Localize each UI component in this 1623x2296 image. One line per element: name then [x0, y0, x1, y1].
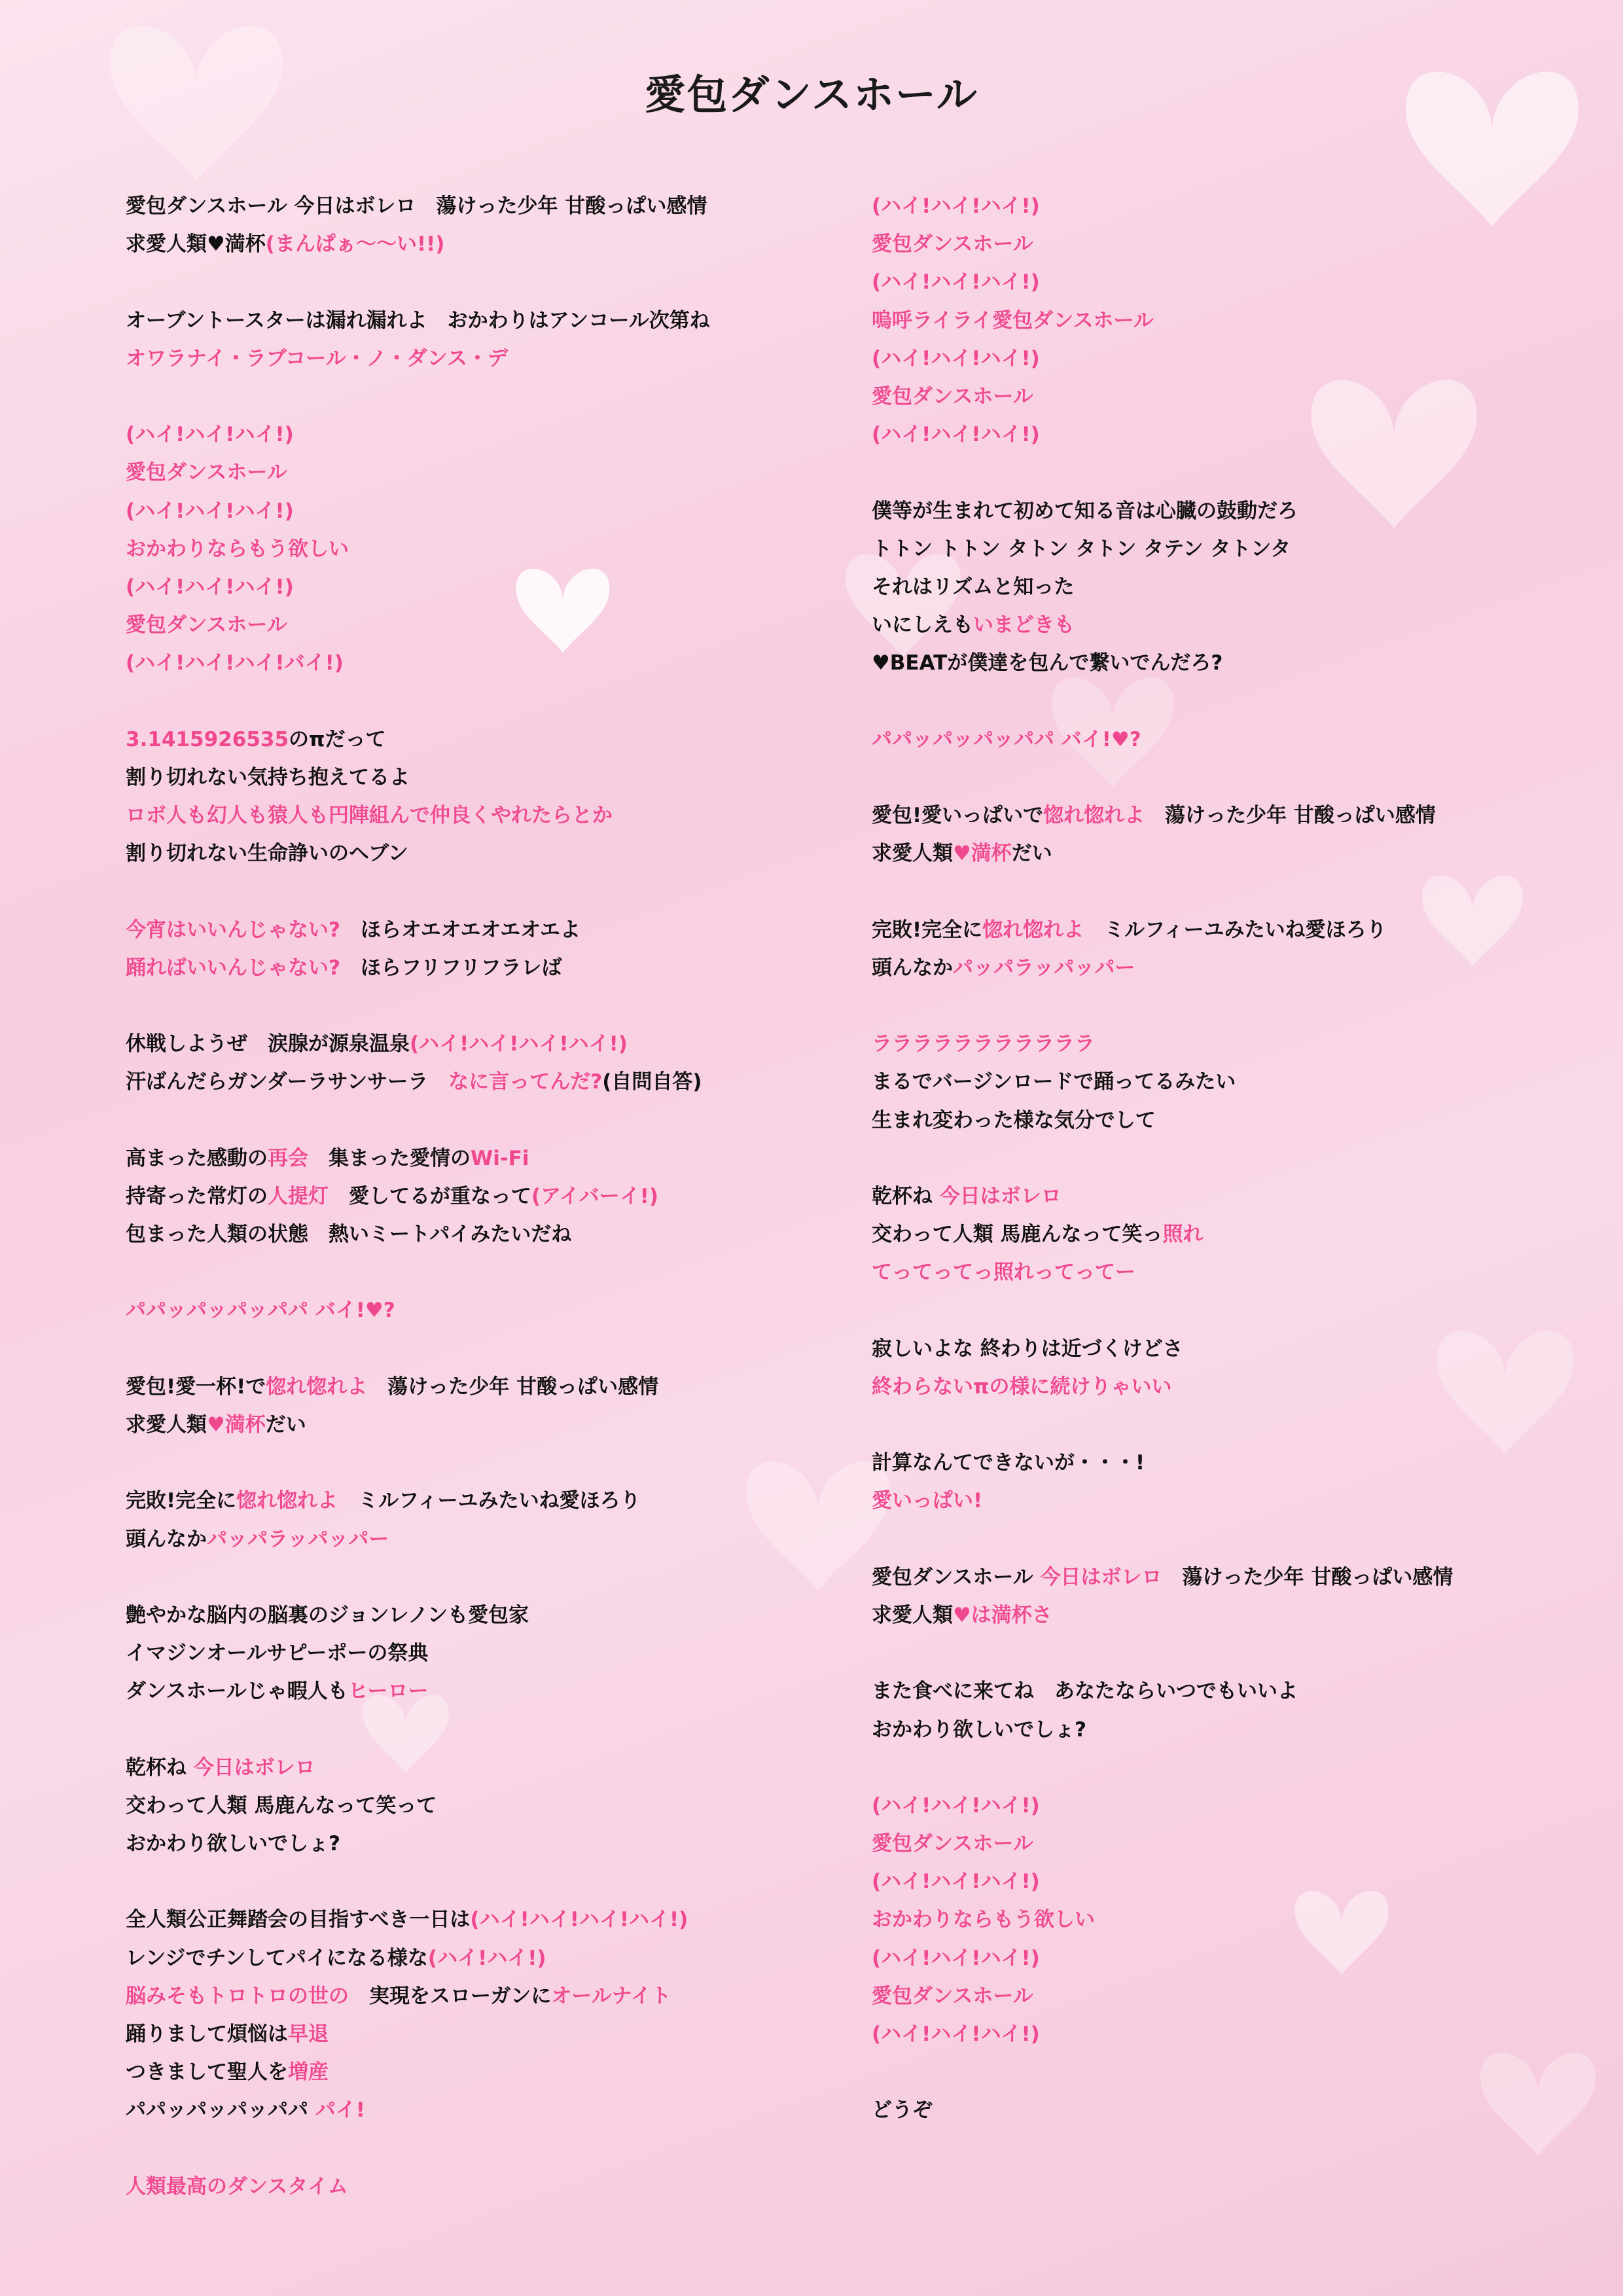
lyric-text: トトン トトン タトン タトン タテン タトンタ: [872, 537, 1291, 561]
lyric-line: [872, 1063, 1578, 1101]
lyric-highlight: (ハイ!ハイ!ハイ!ハイ!): [470, 1908, 688, 1932]
lyric-highlight: ヒーロー: [348, 1679, 429, 1704]
lyric-line: [126, 949, 832, 987]
blank-line: [126, 1330, 832, 1368]
blank-line: [126, 987, 832, 1025]
lyric-line: [126, 416, 832, 454]
lyric-highlight: (ハイ!ハイ!ハイ!): [872, 270, 1040, 295]
lyric-line: [872, 1177, 1578, 1215]
lyric-text: 僕等が生まれて初めて知る音は心臓の鼓動だろ: [872, 499, 1298, 523]
lyric-text: (自問自答): [602, 1070, 702, 1094]
lyric-text: 愛包!愛いっぱいで: [872, 804, 1044, 827]
blank-line: [872, 1634, 1578, 1672]
lyric-line: [126, 2053, 832, 2091]
lyric-text: 蕩けった少年 甘酸っぱい感情: [1145, 804, 1436, 827]
lyric-highlight: 嗚呼ライライ愛包ダンスホール: [872, 308, 1154, 332]
lyric-line: [872, 797, 1578, 834]
lyric-highlight: 照れ: [1162, 1223, 1204, 1247]
lyric-line: [872, 1711, 1578, 1749]
lyric-highlight: 惚れ惚れよ: [236, 1489, 338, 1513]
lyric-text: 高まった感動の: [126, 1146, 268, 1170]
lyric-line: [872, 1787, 1578, 1825]
blank-line: [872, 454, 1578, 492]
lyric-text: 完敗!完全に: [872, 918, 983, 942]
lyric-line: [872, 187, 1578, 225]
lyric-line: [126, 1939, 832, 1977]
lyric-text: 交わって人類 馬鹿んなって笑って: [126, 1793, 437, 1818]
lyric-text: ♥BEATが僕達を包んで繋いでんだろ?: [872, 651, 1223, 675]
lyric-line: [126, 568, 832, 606]
lyric-line: [872, 378, 1578, 416]
lyric-line: [126, 340, 832, 378]
lyric-highlight: 惚れ惚れよ: [1043, 804, 1145, 827]
lyric-line: [126, 1025, 832, 1063]
blank-line: [126, 1558, 832, 1596]
lyric-highlight: (ハイ!ハイ!ハイ!): [872, 1793, 1040, 1818]
lyric-text: 交わって人類 馬鹿んなって笑っ: [872, 1223, 1163, 1247]
lyric-line: [126, 454, 832, 492]
lyric-line: [126, 187, 832, 225]
lyric-line: [126, 1520, 832, 1558]
lyric-line: [872, 1596, 1578, 1634]
lyric-highlight: 増産: [288, 2060, 329, 2085]
lyric-highlight: 今日はボレロ: [193, 1755, 315, 1780]
blank-line: [872, 1291, 1578, 1329]
lyric-highlight: 人類最高のダンスタイム: [126, 2174, 348, 2198]
blank-line: [872, 987, 1578, 1025]
lyric-line: [126, 1406, 832, 1444]
lyric-text: 完敗!完全に: [126, 1489, 237, 1513]
lyric-highlight: 惚れ惚れよ: [982, 918, 1084, 942]
lyric-line: [872, 1901, 1578, 1939]
lyric-text: それはリズムと知った: [872, 575, 1075, 599]
blank-line: [872, 1749, 1578, 1787]
lyric-line: [872, 225, 1578, 263]
lyric-line: [872, 530, 1578, 568]
blank-line: [872, 2053, 1578, 2091]
lyric-line: [872, 721, 1578, 759]
lyric-line: [126, 225, 832, 263]
lyric-highlight: 今宵はいいんじゃない?: [126, 918, 340, 942]
lyric-line: [126, 721, 832, 759]
lyric-text: 乾杯ね: [126, 1755, 194, 1780]
lyric-text: 実現をスローガンに: [349, 1984, 552, 2008]
lyric-highlight: 人提灯: [268, 1184, 329, 1208]
lyric-text: 休戦しようぜ 涙腺が源泉温泉: [126, 1032, 410, 1056]
lyric-line: [872, 1444, 1578, 1482]
lyric-highlight: 踊ればいいんじゃない?: [126, 956, 340, 980]
lyric-line: [872, 1215, 1578, 1253]
lyric-highlight: ♥は満杯さ: [953, 1603, 1052, 1627]
lyric-text: オーブントースターは漏れ漏れよ おかわりはアンコール次第ね: [126, 308, 710, 332]
lyric-line: [126, 1825, 832, 1863]
lyric-text: のπだって: [289, 727, 386, 751]
blank-line: [126, 263, 832, 301]
lyric-text: つきまして聖人を: [126, 2060, 288, 2085]
page-title: 愛包ダンスホール: [645, 71, 978, 118]
lyric-highlight: (まんぱぁ〜〜い!!): [265, 232, 445, 257]
lyric-text: レンジでチンしてパイになる様な: [126, 1946, 428, 1970]
lyric-text: 持寄った常灯の: [126, 1184, 268, 1208]
lyric-line: [126, 1672, 832, 1710]
lyric-line: [872, 1368, 1578, 1406]
lyric-text: 愛包!愛一杯!で: [126, 1374, 266, 1399]
blank-line: [872, 682, 1578, 720]
lyric-line: [126, 492, 832, 530]
lyric-highlight: (ハイ!ハイ!ハイ!): [126, 423, 294, 447]
lyric-line: [126, 2091, 832, 2129]
lyric-line: [872, 1482, 1578, 1520]
lyric-text: また食べに来てね あなたならいつでもいいよ: [872, 1679, 1298, 1704]
lyric-text: ほらフリフリフラレば: [340, 956, 562, 980]
lyric-line: [872, 1825, 1578, 1863]
lyric-highlight: 終わらないπの様に続けりゃいい: [872, 1374, 1172, 1399]
lyric-highlight: ロボ人も幻人も猿人も円陣組んで仲良くやれたらとか: [126, 804, 613, 827]
lyric-text: 包まった人類の状態 熱いミートパイみたいだね: [126, 1223, 572, 1247]
lyric-line: [872, 568, 1578, 606]
lyric-text: 求愛人類: [872, 842, 953, 866]
lyric-highlight: いまどきも: [973, 613, 1075, 637]
blank-line: [126, 1253, 832, 1291]
lyric-line: [126, 530, 832, 568]
lyric-highlight: ラララララララララララ: [872, 1032, 1095, 1056]
lyric-highlight: ♥満杯: [953, 842, 1012, 866]
lyric-text: どうぞ: [872, 2098, 933, 2123]
lyric-line: [126, 1977, 832, 2015]
lyric-highlight: 愛包ダンスホール: [126, 613, 287, 637]
lyric-line: [872, 1939, 1578, 1977]
lyric-highlight: 愛包ダンスホール: [872, 1984, 1033, 2008]
lyric-highlight: 早退: [288, 2022, 329, 2046]
lyric-highlight: (ハイ!ハイ!ハイ!): [872, 194, 1040, 218]
lyric-line: [126, 1749, 832, 1787]
lyric-text: だい: [1011, 842, 1052, 866]
lyric-highlight: 愛包ダンスホール: [126, 461, 287, 485]
lyric-line: [126, 1177, 832, 1215]
lyric-text: おかわり欲しいでしょ?: [872, 1717, 1086, 1742]
lyric-highlight: てってってっ照れってってー: [872, 1261, 1135, 1285]
lyric-highlight: (ハイ!ハイ!ハイ!): [126, 575, 294, 599]
lyric-line: [872, 416, 1578, 454]
lyric-line: [126, 2015, 832, 2053]
lyric-text: 蕩けった少年 甘酸っぱい感情: [367, 1374, 659, 1399]
blank-line: [126, 1863, 832, 1901]
lyrics-column-left: [126, 187, 832, 2206]
lyric-highlight: Wi-Fi: [471, 1146, 529, 1170]
blank-line: [126, 872, 832, 910]
lyric-text: 蕩けった少年 甘酸っぱい感情: [1162, 1565, 1454, 1589]
lyric-text: 集まった愛情の: [308, 1146, 471, 1170]
lyric-highlight: (ハイ!ハイ!ハイ!): [872, 1946, 1040, 1970]
lyric-text: 頭んなか: [872, 956, 953, 980]
lyric-line: [126, 1139, 832, 1177]
blank-line: [126, 1444, 832, 1482]
blank-line: [872, 1406, 1578, 1444]
lyric-highlight: (ハイ!ハイ!ハイ!): [872, 2022, 1040, 2046]
lyric-line: [872, 834, 1578, 872]
lyric-text: 汗ばんだらガンダーラサンサーラ: [126, 1070, 449, 1094]
lyric-text: 生まれ変わった様な気分でして: [872, 1108, 1156, 1132]
lyric-text: ミルフィーユみたいね愛ほろり: [338, 1489, 641, 1513]
lyric-text: 寂しいよな 終わりは近づくけどさ: [872, 1336, 1183, 1361]
lyric-line: [872, 1672, 1578, 1710]
lyric-line: [872, 911, 1578, 949]
lyric-line: [872, 1025, 1578, 1063]
lyric-text: ミルフィーユみたいね愛ほろり: [1084, 918, 1387, 942]
lyric-line: [872, 340, 1578, 378]
lyric-highlight: 愛包ダンスホール: [872, 232, 1033, 257]
lyric-text: 乾杯ね: [872, 1184, 940, 1208]
lyric-highlight: 脳みそもトロトロの世の: [126, 1984, 349, 2008]
blank-line: [126, 378, 832, 416]
lyric-line: [872, 606, 1578, 644]
lyric-highlight: (ハイ!ハイ!ハイ!バイ!): [126, 651, 344, 675]
lyric-line: [126, 1482, 832, 1520]
lyric-line: [872, 302, 1578, 340]
lyric-line: [872, 1102, 1578, 1139]
lyric-text: 艶やかな脳内の脳裏のジョンレノンも愛包家: [126, 1603, 529, 1627]
lyric-line: [126, 2168, 832, 2206]
lyric-highlight: パイ!: [315, 2098, 365, 2123]
lyric-line: [872, 949, 1578, 987]
lyric-highlight: (ハイ!ハイ!ハイ!): [872, 1870, 1040, 1894]
lyric-highlight: パパッパッパッパパ バイ!♥?: [872, 727, 1141, 751]
lyrics-column-right: [872, 187, 1578, 2130]
lyric-highlight: (ハイ!ハイ!): [427, 1946, 546, 1970]
lyric-highlight: (ハイ!ハイ!ハイ!): [126, 499, 294, 523]
lyric-highlight: オールナイト: [551, 1984, 671, 2008]
lyric-text: 求愛人類: [126, 1413, 207, 1437]
lyric-line: [126, 834, 832, 872]
lyric-text: まるでバージンロードで踊ってるみたい: [872, 1070, 1236, 1094]
blank-line: [126, 2130, 832, 2168]
lyric-highlight: 愛包ダンスホール: [872, 1832, 1033, 1856]
blank-line: [872, 1520, 1578, 1558]
lyric-text: イマジンオールサピーポーの祭典: [126, 1641, 429, 1666]
blank-line: [872, 759, 1578, 797]
lyric-highlight: (ハイ!ハイ!ハイ!): [872, 346, 1040, 370]
lyric-line: [872, 263, 1578, 301]
lyric-text: 求愛人類: [872, 1603, 953, 1627]
lyric-highlight: 再会: [268, 1146, 308, 1170]
lyric-line: [126, 1901, 832, 1939]
lyric-line: [872, 1558, 1578, 1596]
lyric-text: ほらオエオエオエオエよ: [340, 918, 581, 942]
lyric-line: [126, 1634, 832, 1672]
blank-line: [126, 1711, 832, 1749]
lyric-line: [872, 1863, 1578, 1901]
lyric-highlight: オワラナイ・ラブコール・ノ・ダンス・デ: [126, 346, 508, 370]
lyric-line: [872, 1977, 1578, 2015]
lyric-text: 愛包ダンスホール: [872, 1565, 1041, 1589]
blank-line: [872, 872, 1578, 910]
lyric-text: 踊りまして煩悩は: [126, 2022, 288, 2046]
lyric-text: パパッパッパッパパ: [126, 2098, 315, 2123]
lyric-highlight: パッパラッパッパー: [207, 1527, 389, 1551]
lyric-text: 愛してるが重なって: [329, 1184, 531, 1208]
lyric-highlight: ♥満杯: [207, 1413, 266, 1437]
lyric-line: [872, 1253, 1578, 1291]
lyric-line: [126, 302, 832, 340]
lyric-line: [126, 606, 832, 644]
blank-line: [126, 682, 832, 720]
lyric-line: [872, 644, 1578, 682]
lyric-line: [872, 2091, 1578, 2129]
lyric-text: 計算なんてできないが・・・!: [872, 1451, 1145, 1475]
lyric-text: 愛包ダンスホール 今日はボレロ 蕩けった少年 甘酸っぱい感情: [126, 194, 707, 218]
lyric-text: いにしえも: [872, 613, 973, 637]
lyric-line: [126, 1787, 832, 1825]
lyric-text: ダンスホールじゃ暇人も: [126, 1679, 348, 1704]
lyric-text: 頭んなか: [126, 1527, 207, 1551]
lyric-line: [872, 2015, 1578, 2053]
lyric-highlight: 今日はボレロ: [939, 1184, 1061, 1208]
lyric-highlight: パッパラッパッパー: [953, 956, 1135, 980]
lyric-highlight: (ハイ!ハイ!ハイ!): [872, 423, 1040, 447]
lyric-text: だい: [265, 1413, 306, 1437]
lyric-highlight: 愛いっぱい!: [872, 1489, 983, 1513]
lyric-line: [126, 759, 832, 797]
lyric-highlight: 愛包ダンスホール: [872, 384, 1033, 408]
lyric-line: [872, 492, 1578, 530]
lyric-highlight: パパッパッパッパパ バイ!♥?: [126, 1299, 395, 1323]
lyric-line: [126, 1291, 832, 1329]
lyric-highlight: 3.1415926535: [126, 727, 289, 751]
lyric-line: [126, 1596, 832, 1634]
lyric-highlight: なに言ってんだ?: [448, 1070, 603, 1094]
lyric-text: 割り切れない生命諍いのヘブン: [126, 842, 408, 866]
lyric-text: 全人類公正舞踏会の目指すべき一日は: [126, 1908, 471, 1932]
lyric-line: [126, 1368, 832, 1406]
lyric-highlight: (ハイ!ハイ!ハイ!ハイ!): [410, 1032, 628, 1056]
lyric-text: おかわり欲しいでしょ?: [126, 1832, 340, 1856]
lyric-highlight: おかわりならもう欲しい: [872, 1908, 1095, 1932]
lyric-highlight: (アイバーイ!): [531, 1184, 659, 1208]
lyric-highlight: おかわりならもう欲しい: [126, 537, 349, 561]
lyric-highlight: 今日はボレロ: [1040, 1565, 1162, 1589]
lyric-text: 割り切れない気持ち抱えてるよ: [126, 765, 410, 789]
lyric-line: [126, 1063, 832, 1101]
blank-line: [126, 1102, 832, 1139]
lyric-highlight: 惚れ惚れよ: [266, 1374, 368, 1399]
lyric-text: 求愛人類♥満杯: [126, 232, 266, 257]
lyric-line: [126, 797, 832, 834]
blank-line: [872, 1139, 1578, 1177]
lyric-line: [126, 644, 832, 682]
lyric-line: [126, 911, 832, 949]
lyric-line: [126, 1215, 832, 1253]
lyric-line: [872, 1330, 1578, 1368]
